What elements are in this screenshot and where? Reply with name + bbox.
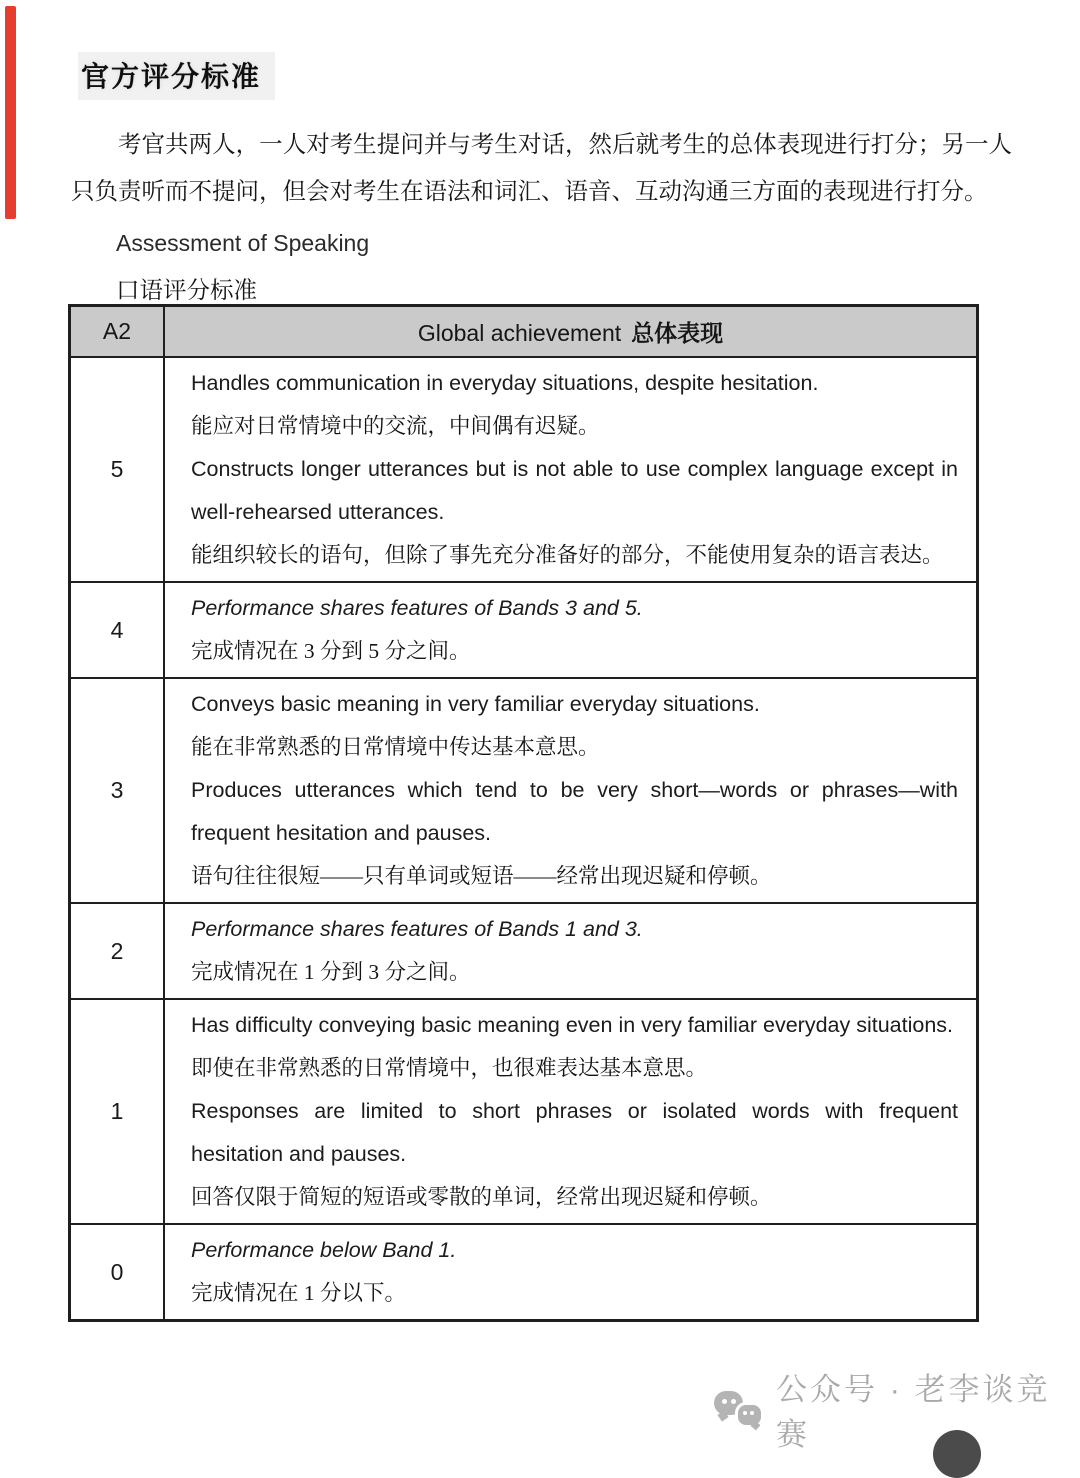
assessment-table <box>68 304 979 1322</box>
criterion-text-en: Constructs longer utterances but is not able to use complex language except in well-rehearsed utterances. <box>191 457 958 524</box>
subtitle-english: Assessment of Speaking <box>116 230 370 256</box>
criterion-text-zh: 能在非常熟悉的日常情境中传达基本意思。 <box>191 735 600 759</box>
criterion-header-cell <box>164 306 978 358</box>
level-header-cell: A2 <box>70 306 165 358</box>
table-row <box>70 999 978 1224</box>
criterion-text-en: Has difficulty conveying basic meaning even in very familiar everyday situations. <box>191 1013 954 1037</box>
criterion-text-zh: 语句往往很短——只有单词或短语——经常出现迟疑和停顿。 <box>191 864 772 888</box>
band-description-cell <box>164 357 978 582</box>
subtitle-chinese: 口语评分标准 <box>116 278 257 304</box>
criterion-text-en: Produces utterances which tend to be very short—words or phrases—with frequent hesitation and pauses. <box>191 778 958 845</box>
criterion-header-en: Global achievement <box>417 320 622 346</box>
band-score-cell: 4 <box>70 582 165 678</box>
criterion-header-zh: 总体表现 <box>631 320 724 346</box>
table-row <box>70 357 978 582</box>
section-heading: 官方评分标准 <box>78 52 275 100</box>
band-score-cell: 1 <box>70 999 165 1224</box>
criterion-text-zh: 即使在非常熟悉的日常情境中，也很难表达基本意思。 <box>191 1056 708 1080</box>
table-row <box>70 903 978 999</box>
criterion-text-en: Performance shares features of Bands 3 and 5. <box>191 596 643 620</box>
band-score-cell: 3 <box>70 678 165 903</box>
intro-paragraph: 考官共两人，一人对考生提问并与考生对话，然后就考生的总体表现进行打分；另一人只负责听而不提问，但会对考生在语法和词汇、语音、互动沟通三方面的表现进行打分。 <box>71 131 1012 205</box>
watermark-text: 公众号 · 老李谈竞赛 <box>776 1372 1051 1452</box>
band-description-cell <box>164 903 978 999</box>
band-description-cell <box>164 678 978 903</box>
criterion-text-zh: 完成情况在 1 分到 3 分之间。 <box>191 960 471 984</box>
bottom-partial-circle-badge <box>933 1430 981 1478</box>
table-row <box>70 582 978 678</box>
criterion-text-en: Performance below Band 1. <box>191 1238 457 1262</box>
criterion-text-en: Performance shares features of Bands 1 and 3. <box>191 917 643 941</box>
assessment-table-container <box>68 304 979 1322</box>
criterion-text-zh: 完成情况在 3 分到 5 分之间。 <box>191 639 471 663</box>
wechat-icon <box>714 1390 760 1428</box>
band-score-cell: 0 <box>70 1224 165 1321</box>
criterion-text-en: Responses are limited to short phrases or isolated words with frequent hesitation and pauses. <box>191 1099 958 1166</box>
criterion-text-en: Conveys basic meaning in very familiar everyday situations. <box>191 692 760 716</box>
table-row <box>70 1224 978 1321</box>
criterion-text-zh: 能组织较长的语句，但除了事先充分准备好的部分，不能使用复杂的语言表达。 <box>191 543 944 567</box>
criterion-text-zh: 能应对日常情境中的交流，中间偶有迟疑。 <box>191 414 600 438</box>
band-description-cell <box>164 999 978 1224</box>
red-margin-bar <box>5 6 16 219</box>
band-score-cell: 5 <box>70 357 165 582</box>
band-description-cell <box>164 582 978 678</box>
table-header-row <box>70 306 978 358</box>
table-row <box>70 678 978 903</box>
criterion-text-en: Handles communication in everyday situations, despite hesitation. <box>191 371 819 395</box>
criterion-text-zh: 完成情况在 1 分以下。 <box>191 1281 407 1305</box>
criterion-text-zh: 回答仅限于简短的短语或零散的单词，经常出现迟疑和停顿。 <box>191 1185 772 1209</box>
watermark-footer <box>714 1364 1080 1454</box>
band-score-cell: 2 <box>70 903 165 999</box>
band-description-cell <box>164 1224 978 1321</box>
